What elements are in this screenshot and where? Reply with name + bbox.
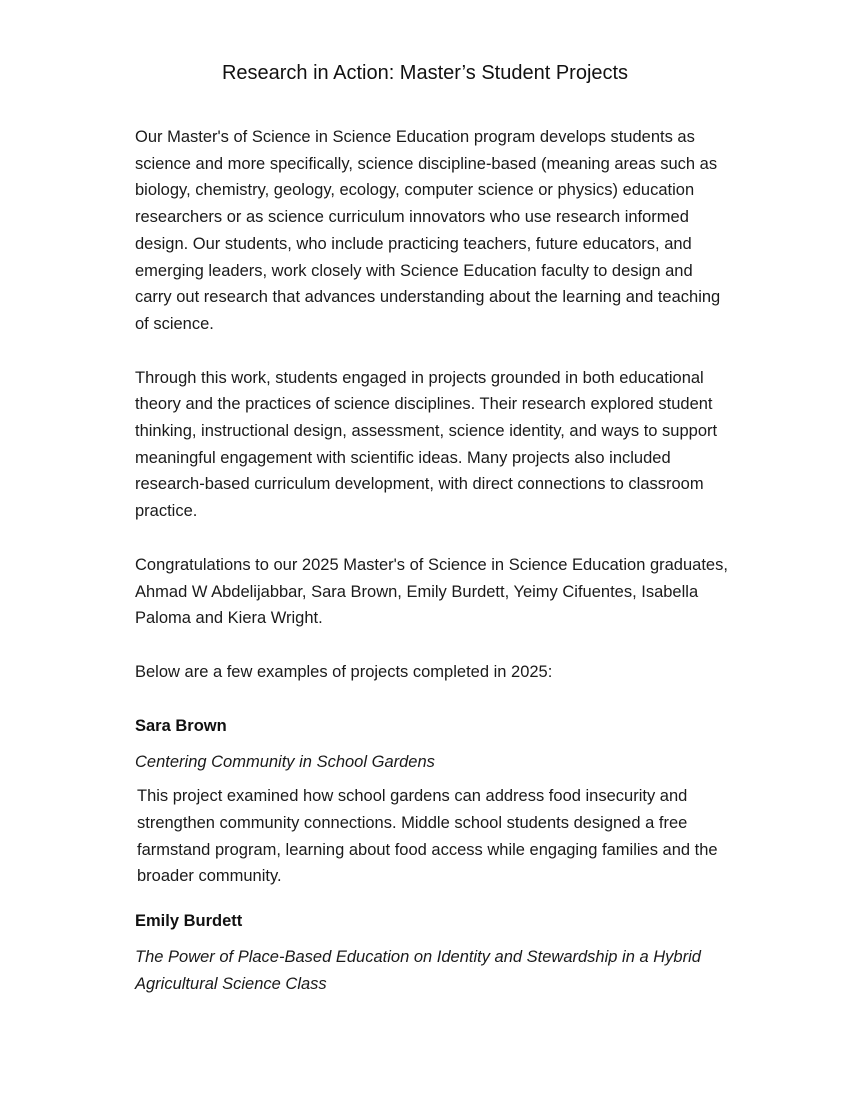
page-title: Research in Action: Master’s Student Projects bbox=[221, 62, 629, 84]
student-name: Sara Brown bbox=[135, 716, 227, 735]
intro-paragraph: Our Master's of Science in Science Education program develops students as science and more specifically, science discipline-based (meaning areas such as biology, chemistry, geology, ecology, computer science or physics) education researchers or as science curriculum innovators who use research informed design. Our students, who include practicing teachers, future educators, and emerging leaders, work closely with Science Education faculty to design and carry out research that advances understanding about the learning and teaching of science. bbox=[135, 128, 721, 333]
project-description: This project examined how school gardens can address food insecurity and strengthen community connections. Middle school students designed a free farmstand program, learning about food access while engaging families and the broader community. bbox=[137, 787, 718, 886]
project-entry bbox=[135, 713, 730, 891]
research-paragraph: Through this work, students engaged in projects grounded in both educational theory and the practices of science disciplines. Their research explored student thinking, instructional design, assessment, science identity, and ways to support meaningful engagement with scientific ideas. Many projects also included research-based curriculum development, with direct connections to classroom practice. bbox=[135, 368, 718, 521]
student-name: Emily Burdett bbox=[135, 912, 243, 931]
project-title: Centering Community in School Gardens bbox=[135, 752, 435, 771]
project-entry bbox=[135, 908, 730, 997]
project-title: The Power of Place-Based Education on Identity and Stewardship in a Hybrid Agricultural Science Class bbox=[135, 948, 701, 993]
examples-intro-paragraph: Below are a few examples of projects completed in 2025: bbox=[135, 662, 553, 681]
congratulations-paragraph: Congratulations to our 2025 Master's of Science in Science Education graduates, Ahmad W Abdelijabbar, Sara Brown, Emily Burdett, Yeimy Cifuentes, Isabella Paloma and Kiera Wright. bbox=[135, 555, 728, 628]
document-body bbox=[135, 124, 730, 998]
